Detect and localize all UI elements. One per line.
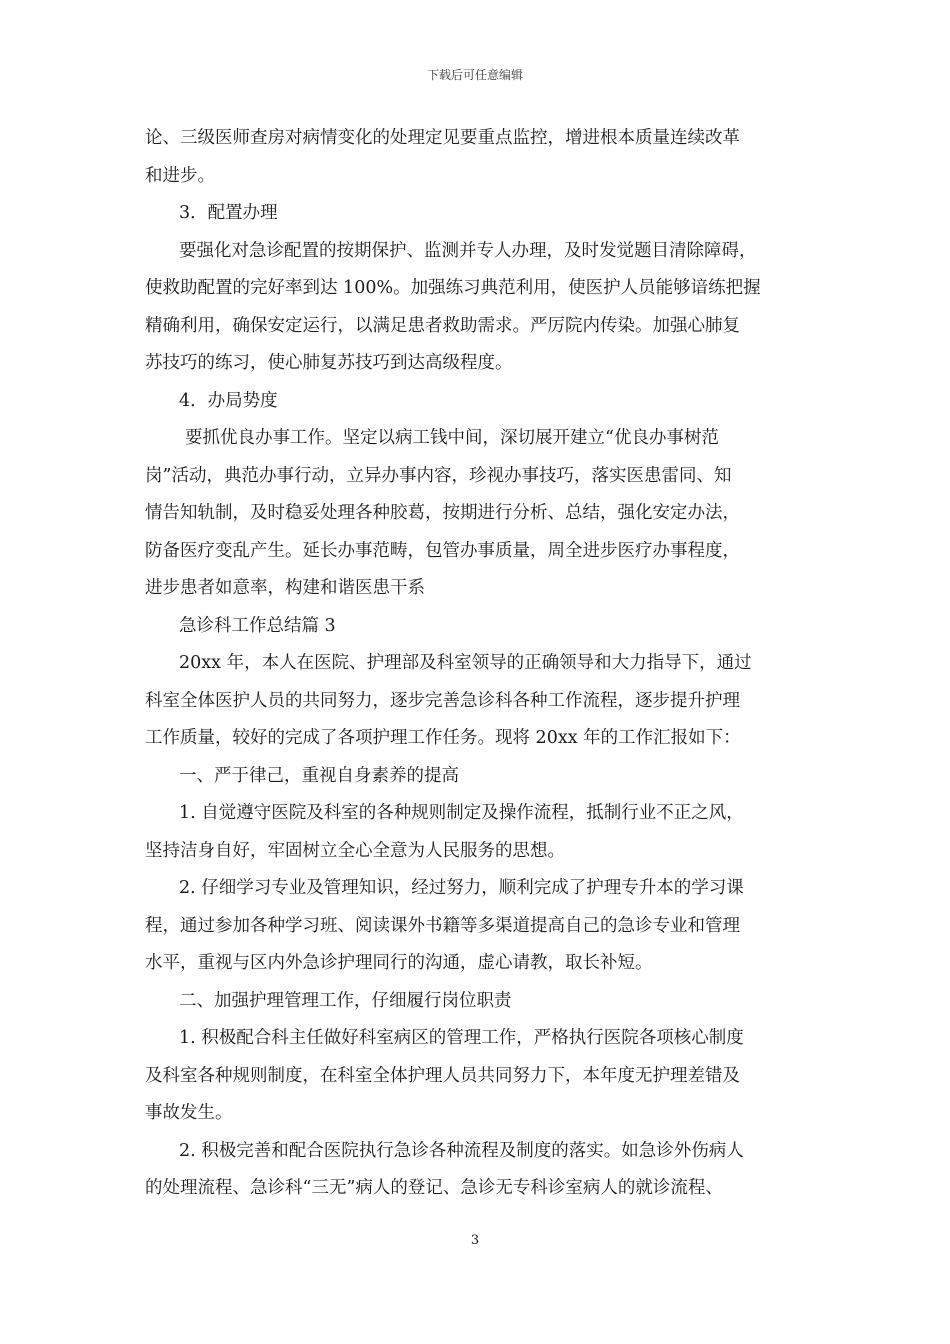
section-heading: 二、加强护理管理工作，仔细履行岗位职责 <box>179 990 512 1011</box>
section-heading: 一、严于律己，重视自身素养的提高 <box>179 765 459 786</box>
text-line: 防备医疗变乱产生。延长办事范畴，包管办事质量，周全进步医疗办事程度， <box>145 540 740 561</box>
text-line: 坚持洁身自好，牢固树立全心全意为人民服务的思想。 <box>145 840 565 861</box>
text-line: 2. 仔细学习专业及管理知识，经过努力，顺利完成了护理专升本的学习课 <box>179 878 744 898</box>
text-line: 的处理流程、急诊科“三无”病人的登记、急诊无专科诊室病人的就诊流程、 <box>145 1178 723 1198</box>
section-heading: 3．配置办理 <box>179 203 278 223</box>
section-heading: 4．办局势度 <box>179 390 278 411</box>
text-line: 科室全体医护人员的共同努力，逐步完善急诊科各种工作流程，逐步提升护理 <box>145 690 740 711</box>
text-line: 岗”活动，典范办事行动，立异办事内容，珍视办事技巧，落实医患雷同、知 <box>145 465 732 486</box>
text-line: 1. 自觉遵守医院及科室的各种规则制定及操作流程，抵制行业不正之风， <box>179 803 744 823</box>
document-body <box>145 120 820 1208</box>
text-line: 事故发生。 <box>145 1103 233 1123</box>
text-line: 20xx 年，本人在医院、护理部及科室领导的正确领导和大力指导下，通过 <box>179 653 752 673</box>
text-line: 要强化对急诊配置的按期保护、监测并专人办理，及时发觉题目清除障碍， <box>179 240 757 261</box>
text-line: 使救助配置的完好率到达 100%。加强练习典范利用，使医护人员能够谙练把握 <box>145 278 761 298</box>
text-line: 要抓优良办事工作。坚定以病工钱中间，深切展开建立“优良办事树范 <box>185 428 719 448</box>
chapter-title: 急诊科工作总结篇 3 <box>179 615 336 636</box>
text-line: 论、三级医师查房对病情变化的处理定见要重点监控，增进根本质量连续改革 <box>145 128 740 148</box>
text-line: 精确利用，确保安定运行，以满足患者救助需求。严厉院内传染。加强心肺复 <box>145 315 740 336</box>
text-line: 水平，重视与区内外急诊护理同行的沟通，虚心请教，取长补短。 <box>145 953 653 973</box>
text-line: 情告知轨制，及时稳妥处理各种胶葛，按期进行分析、总结，强化安定办法， <box>145 503 740 523</box>
page-header: 下载后可任意编辑 <box>426 68 523 82</box>
text-line: 2. 积极完善和配合医院执行急诊各种流程及制度的落实。如急诊外伤病人 <box>179 1140 744 1161</box>
text-line: 苏技巧的练习，使心肺复苏技巧到达高级程度。 <box>145 353 513 373</box>
page-number: 3 <box>470 1233 480 1248</box>
text-line: 和进步。 <box>145 165 215 186</box>
text-line: 1. 积极配合科主任做好科室病区的管理工作，严格执行医院各项核心制度 <box>179 1028 744 1048</box>
text-line: 及科室各种规则制度，在科室全体护理人员共同努力下，本年度无护理差错及 <box>145 1065 740 1086</box>
text-line: 工作质量，较好的完成了各项护理工作任务。现将 20xx 年的工作汇报如下： <box>145 728 741 748</box>
text-line: 进步患者如意率，构建和谐医患干系 <box>145 578 425 598</box>
text-line: 程，通过参加各种学习班、阅读课外书籍等多渠道提高自己的急诊专业和管理 <box>145 915 740 936</box>
